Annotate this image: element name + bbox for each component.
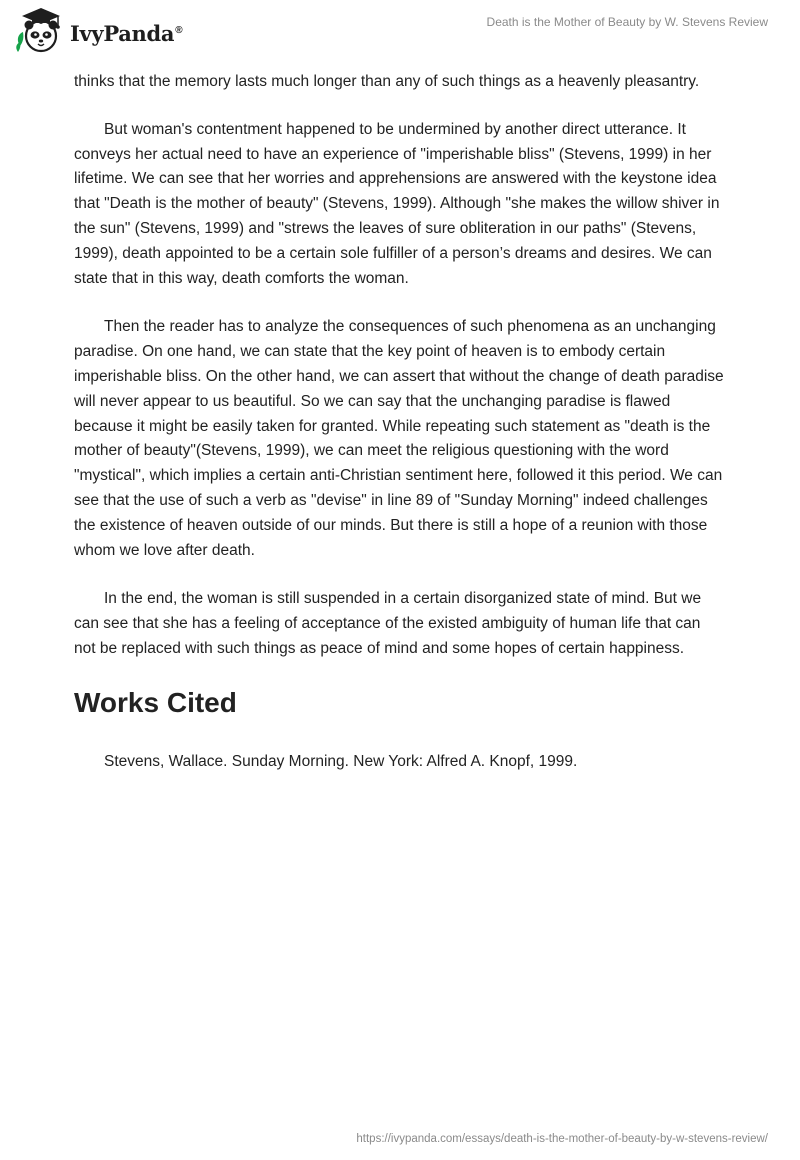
body-paragraph: But woman's contentment happened to be undermined by another direct utterance. It conveys her actual need to have an experience of "imperishable bliss" (Stevens, 1999) in her lifetime. We can see that her worries and apprehensions are answered with the keystone idea that "Death is the mother of beauty" (Stevens, 1999). Although "she makes the willow shiver in the sun" (Stevens, 1999) and "strews the leaves of sure obliteration in our paths" (Stevens, 1999), death appointed to be a certain sole fulfiller of a person’s dreams and desires. We can state that in this way, death comforts the woman. [74, 120, 720, 287]
works-cited-heading: Works Cited [74, 686, 237, 718]
logo-wordmark: IvyPanda® [70, 20, 183, 46]
page-url[interactable]: https://ivypanda.com/essays/death-is-the-mother-of-beauty-by-w-stevens-review/ [356, 1133, 768, 1145]
essay-content [74, 70, 726, 799]
page-header [0, 0, 800, 68]
registered-mark: ® [175, 24, 183, 36]
panda-graduate-icon [14, 6, 64, 54]
body-paragraph: In the end, the woman is still suspended in a certain disorganized state of mind. But we can see that she has a feeling of acceptance of the existed ambiguity of human life that can not be replaced with such things as peace of mind and some hopes of certain happiness. [74, 590, 702, 657]
body-paragraph: Then the reader has to analyze the consequences of such phenomena as an unchanging paradise. On one hand, we can state that the key point of heaven is to embody certain imperishable bliss. On the other hand, we can assert that without the change of death paradise will never appear to us beautiful. So we can say that the unchanging paradise is flawed because it might be easily taken for granted. While repeating such statement as "death is the mother of beauty"(Stevens, 1999), we can meet the religious questioning with the word "mystical", which implies a certain anti-Christian sentiment here, followed it this period. We can see that the use of such a verb as "devise" in line 89 of "Sunday Morning" indeed challenges the existence of heaven outside of our minds. But there is still a hope of a reunion with those whom we love after death. [74, 318, 724, 559]
citation-entry: Stevens, Wallace. Sunday Morning. New York: Alfred A. Knopf, 1999. [104, 752, 578, 770]
ivypanda-logo[interactable] [14, 6, 182, 54]
document-title: Death is the Mother of Beauty by W. Stevens Review [486, 15, 768, 29]
body-paragraph: thinks that the memory lasts much longer than any of such things as a heavenly pleasantry. [74, 73, 700, 90]
